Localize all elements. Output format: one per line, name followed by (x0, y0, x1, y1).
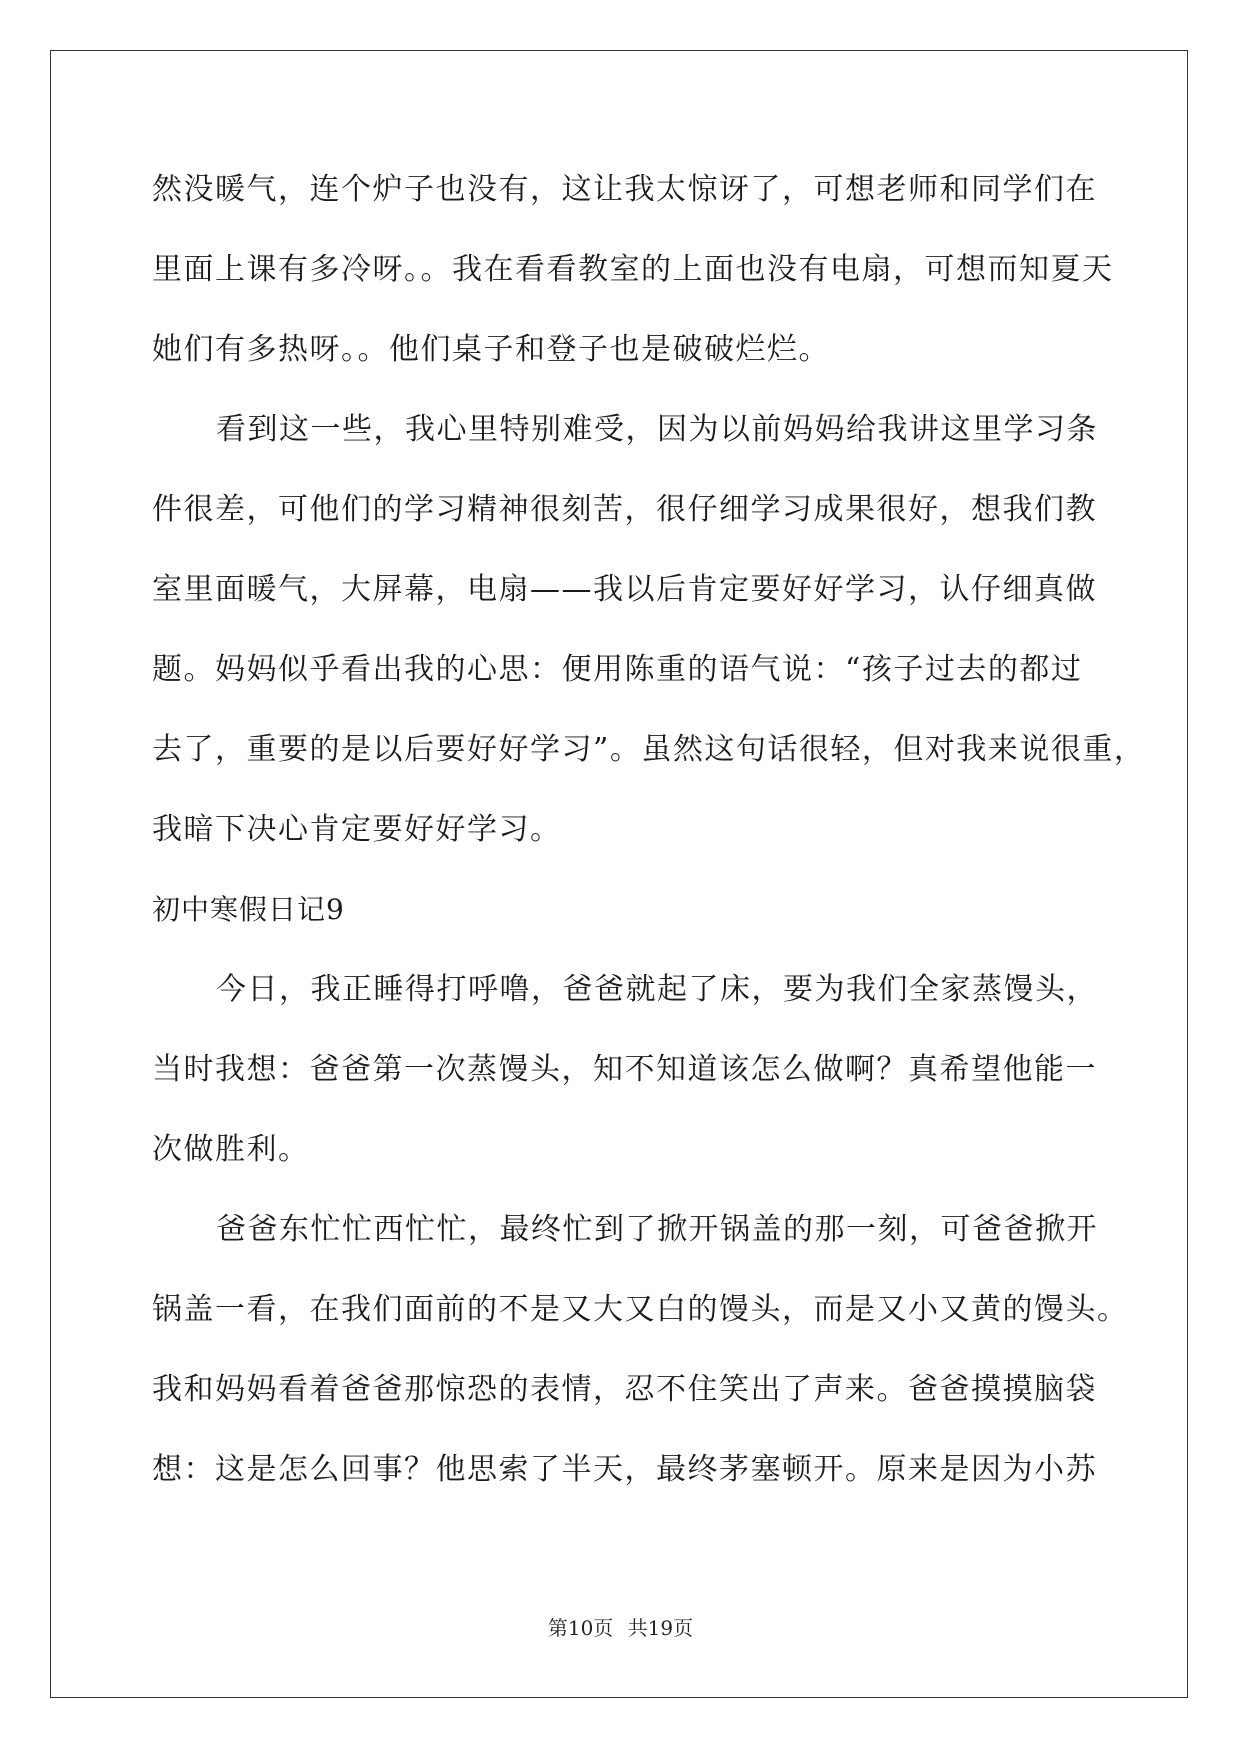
page-footer (0, 1612, 1241, 1641)
text-line: 我暗下决心肯定要好好学习。 (152, 812, 562, 847)
text-line: 锅盖一看，在我们面前的不是又大又白的馒头，而是又小又黄的馒头。 (152, 1292, 1129, 1327)
text-line: 次做胜利。 (152, 1132, 310, 1167)
text-line: 看到这一些，我心里特别难受，因为以前妈妈给我讲这里学习条 (216, 412, 1098, 447)
page-number: 第10页 (547, 1616, 614, 1640)
text-line: 件很差，可他们的学习精神很刻苦，很仔细学习成果很好，想我们教 (152, 492, 1097, 527)
text-line: 室里面暖气，大屏幕，电扇——我以后肯定要好好学习，认仔细真做 (152, 572, 1097, 607)
text-line: 想：这是怎么回事？他思索了半天，最终茅塞顿开。原来是因为小苏 (152, 1452, 1097, 1487)
page-total: 共19页 (627, 1616, 694, 1640)
text-line: 当时我想：爸爸第一次蒸馒头，知不知道该怎么做啊？真希望他能一 (152, 1052, 1097, 1087)
text-line: 里面上课有多冷呀。。我在看看教室的上面也没有电扇，可想而知夏天 (152, 252, 1114, 287)
text-line: 题。妈妈似乎看出我的心思：便用陈重的语气说：“孩子过去的都过 (152, 652, 1083, 687)
text-line: 今日，我正睡得打呼噜，爸爸就起了床，要为我们全家蒸馒头， (216, 972, 1098, 1007)
text-line: 去了，重要的是以后要好好学习”。虽然这句话很轻，但对我来说很重， (152, 732, 1146, 767)
document-body (152, 150, 1146, 1510)
text-line: 爸爸东忙忙西忙忙，最终忙到了掀开锅盖的那一刻，可爸爸掀开 (216, 1212, 1098, 1247)
text-line: 我和妈妈看着爸爸那惊恐的表情，忍不住笑出了声来。爸爸摸摸脑袋 (152, 1372, 1097, 1407)
section-heading: 初中寒假日记9 (152, 893, 345, 926)
text-line: 然没暖气，连个炉子也没有，这让我太惊讶了，可想老师和同学们在 (152, 172, 1097, 207)
text-line: 她们有多热呀。。他们桌子和登子也是破破烂烂。 (152, 332, 830, 367)
